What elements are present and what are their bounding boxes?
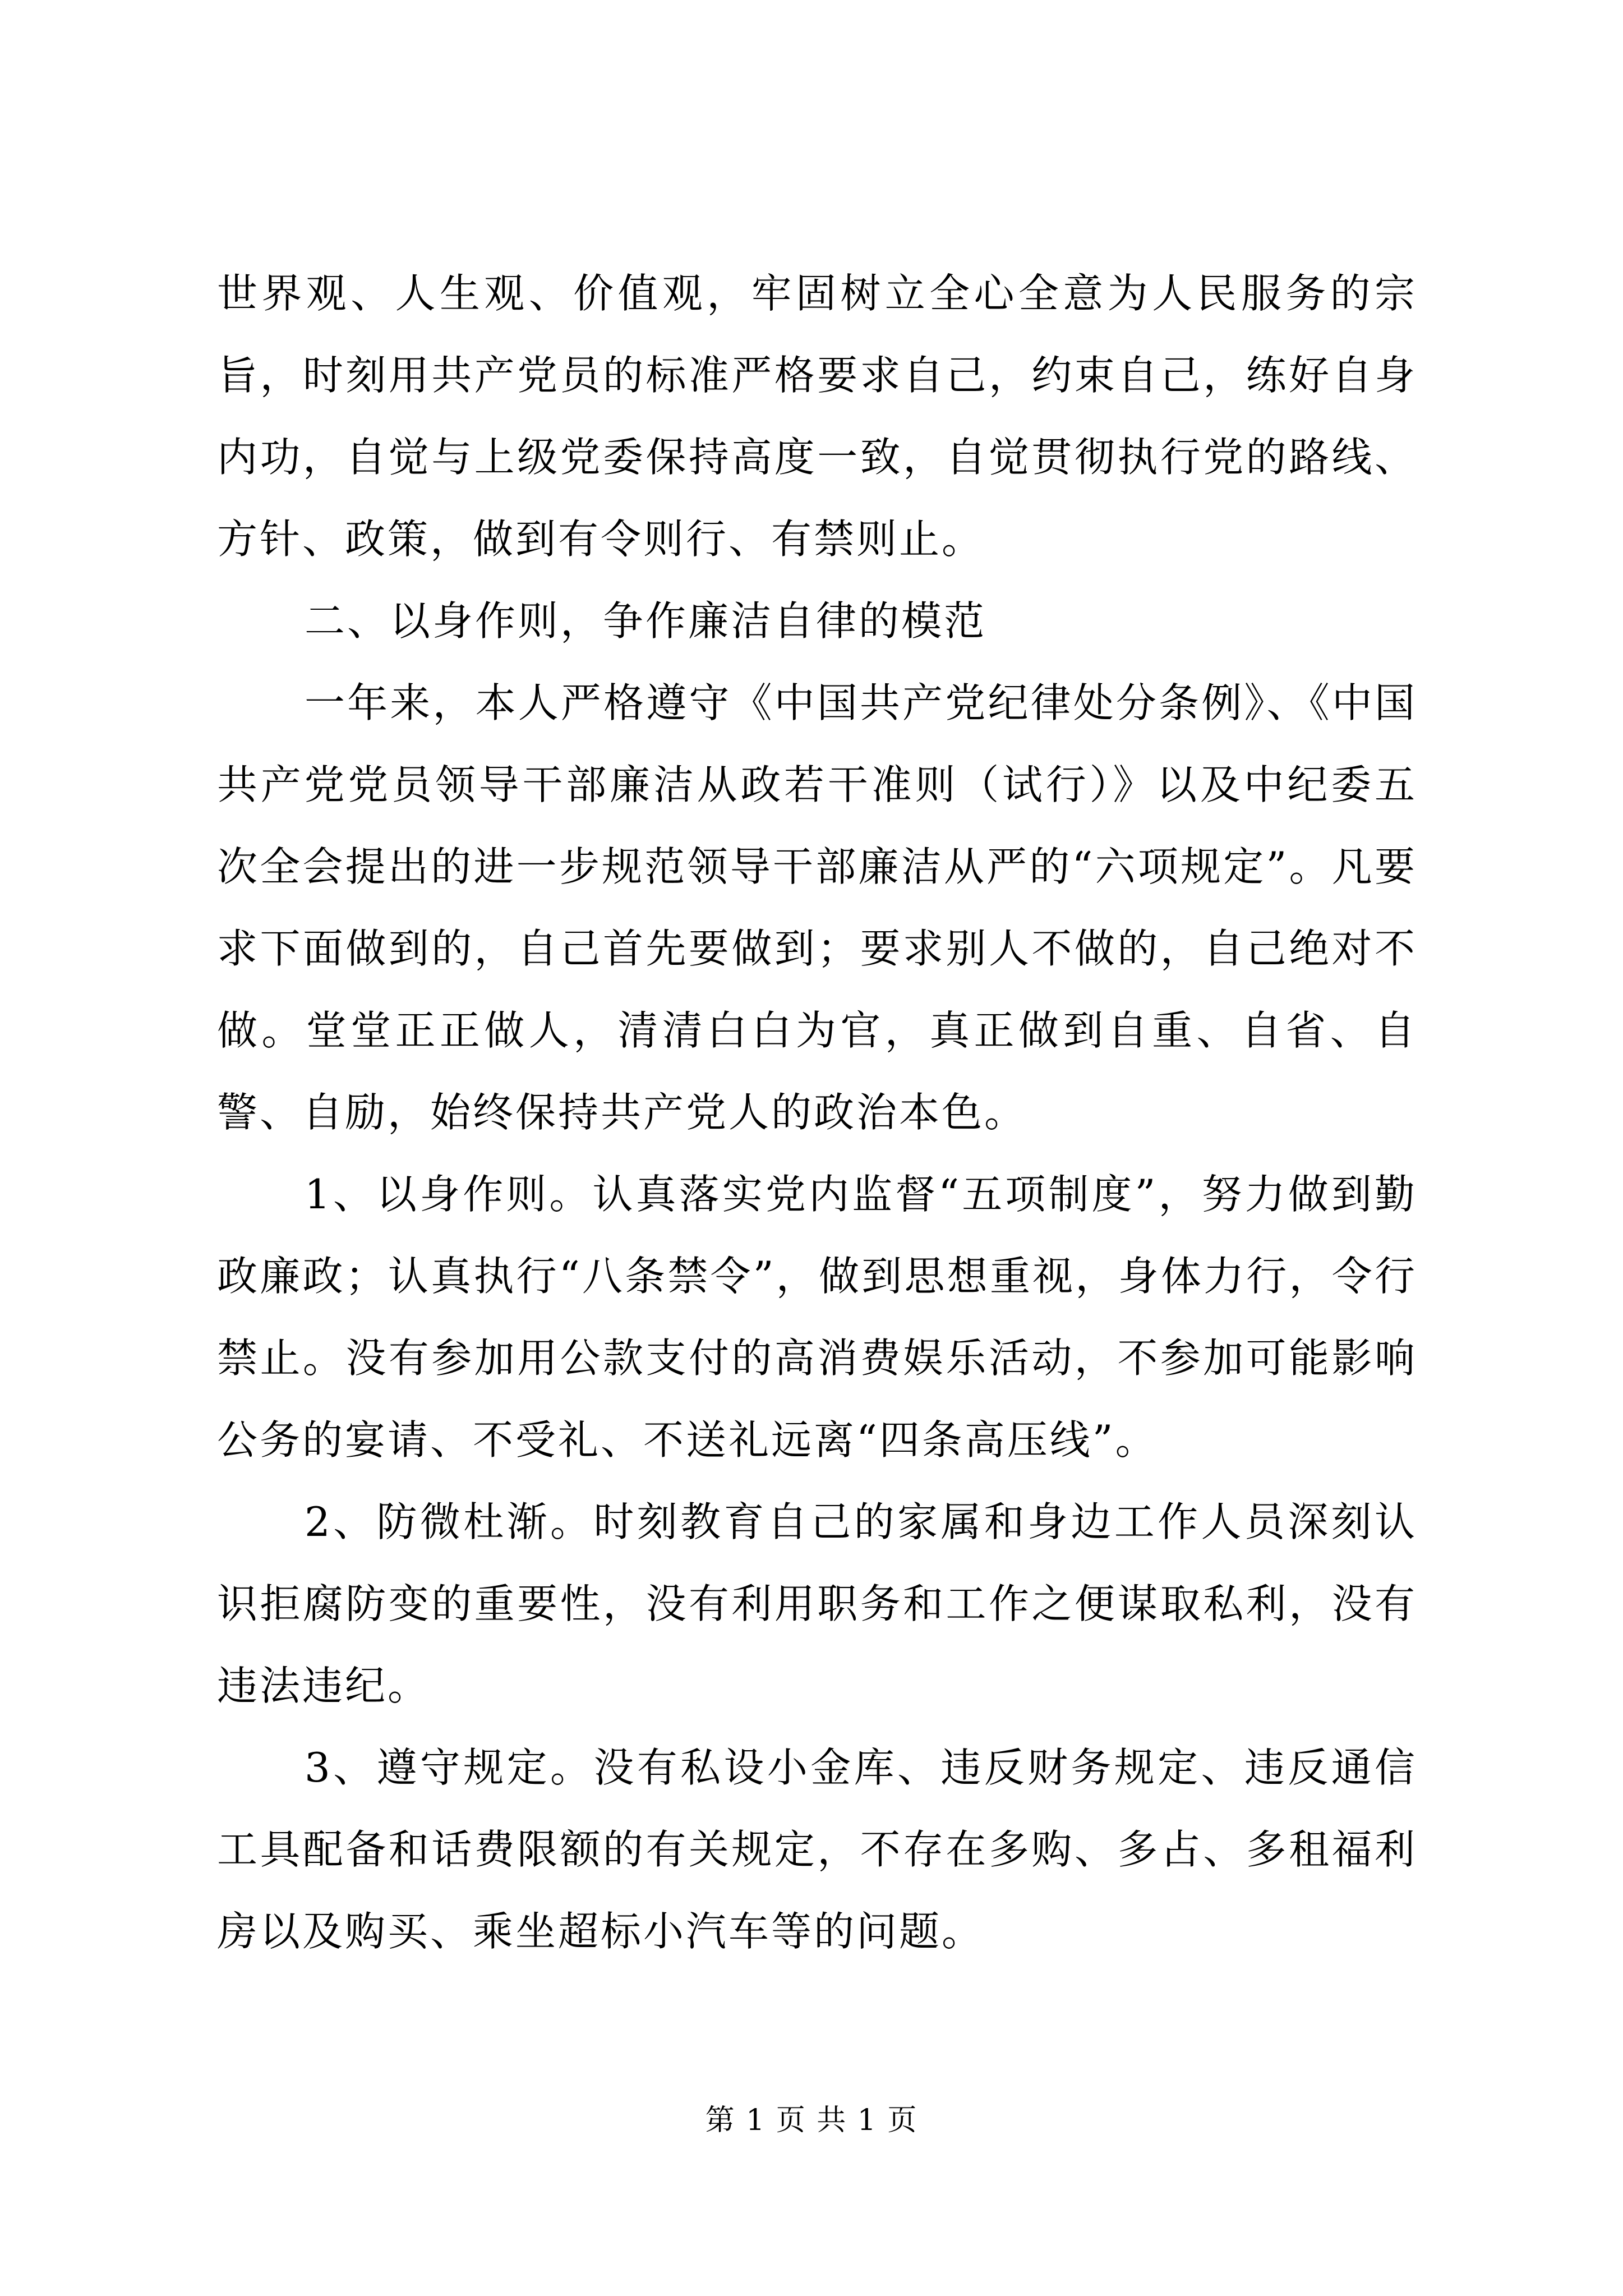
page-number-footer: 第 1 页 共 1 页 bbox=[705, 2104, 918, 2137]
paragraph-item-2: 2、防微杜渐。时刻教育自己的家属和身边工作人员深刻认识拒腐防变的重要性，没有利用职务和工作之便谋取私利，没有违法违纪。 bbox=[217, 1498, 1417, 1709]
paragraph-3: 一年来，本人严格遵守《中国共产党纪律处分条例》、《中国共产党党员领导干部廉洁从政若干准则（试行）》以及中纪委五次全会提出的进一步规范领导干部廉洁从严的“六项规定”。凡要求下面做到的，自己首先要做到；要求别人不做的，自己绝对不做。堂堂正正做人，清清白白为官，真正做到自重、自省、自警、自励，始终保持共产党人的政治本色。 bbox=[217, 679, 1417, 1136]
document-body bbox=[217, 252, 1417, 1972]
paragraph-1: 世界观、人生观、价值观，牢固树立全心全意为人民服务的宗旨，时刻用共产党员的标准严格要求自己，约束自己，练好自身内功，自觉与上级党委保持高度一致，自觉贯彻执行党的路线、方针、政策，做到有令则行、有禁则止。 bbox=[217, 270, 1417, 563]
section-heading: 二、以身作则，争作廉洁自律的模范 bbox=[305, 597, 987, 645]
paragraph-item-1: 1、以身作则。认真落实党内监督“五项制度”，努力做到勤政廉政；认真执行“八条禁令”，做到思想重视，身体力行，令行禁止。没有参加用公款支付的高消费娱乐活动，不参加可能影响公务的宴请、不受礼、不送礼远离“四条高压线”。 bbox=[217, 1171, 1417, 1464]
paragraph-item-3: 3、遵守规定。没有私设小金库、违反财务规定、违反通信工具配备和话费限额的有关规定，不存在多购、多占、多租福利房以及购买、乘坐超标小汽车等的问题。 bbox=[217, 1744, 1417, 1955]
